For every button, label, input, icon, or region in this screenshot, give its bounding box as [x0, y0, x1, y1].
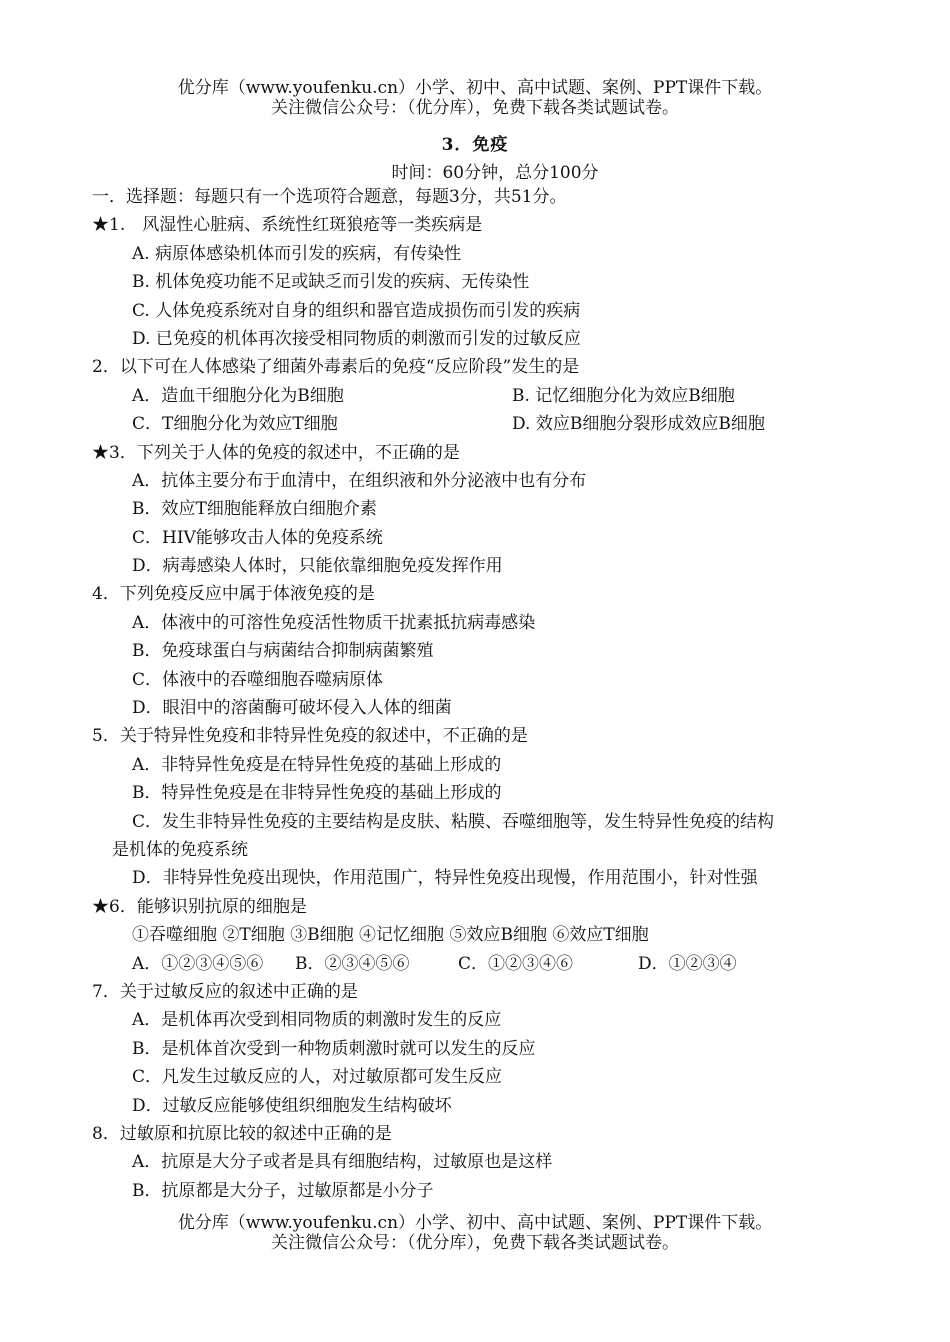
- question-4-option-a: A．体液中的可溶性免疫活性物质干扰素抵抗病毒感染: [132, 612, 536, 633]
- footer-line-1: 优分库（www.youfenku.cn）小学、初中、高中试题、案例、PPT课件下载。: [177, 1213, 773, 1233]
- question-6-option-d: D．①②③④: [638, 953, 737, 974]
- question-7-option-c: C．凡发生过敏反应的人，对过敏原都可发生反应: [132, 1067, 503, 1088]
- question-5-stem: 5．关于特异性免疫和非特异性免疫的叙述中，不正确的是: [92, 726, 528, 747]
- question-5-option-b: B．特异性免疫是在非特异性免疫的基础上形成的: [132, 783, 502, 804]
- exam-title: 3．免疫: [441, 135, 509, 155]
- question-8-stem: 8．过敏原和抗原比较的叙述中正确的是: [92, 1123, 392, 1144]
- question-6-option-a: A．①②③④⑤⑥: [132, 953, 264, 974]
- question-6-option-c: C．①②③④⑥: [458, 953, 574, 974]
- footer-line-2: 关注微信公众号：（优分库），免费下载各类试题试卷。: [271, 1233, 679, 1253]
- question-2-stem: 2．以下可在人体感染了细菌外毒素后的免疫“反应阶段”发生的是: [92, 357, 580, 378]
- question-7-option-b: B．是机体首次受到一种物质刺激时就可以发生的反应: [132, 1038, 536, 1059]
- question-1-stem: ★1. 风湿性心脏病、系统性红斑狼疮等一类疾病是: [92, 215, 483, 236]
- question-5-option-d: D．非特异性免疫出现快，作用范围广，特异性免疫出现慢，作用范围小，针对性强: [132, 868, 758, 889]
- question-4-option-d: D．眼泪中的溶菌酶可破坏侵入人体的细菌: [132, 698, 452, 719]
- question-8-option-b: B．抗原都是大分子，过敏原都是小分子: [132, 1180, 434, 1201]
- question-4-option-c: C．体液中的吞噬细胞吞噬病原体: [132, 669, 384, 690]
- question-2-option-b: B. 记忆细胞分化为效应B细胞: [512, 385, 735, 406]
- question-3-option-a: A．抗体主要分布于血清中，在组织液和外分泌液中也有分布: [132, 470, 587, 491]
- question-7-option-d: D．过敏反应能够使组织细胞发生结构破坏: [132, 1095, 452, 1116]
- question-7-stem: 7．关于过敏反应的叙述中正确的是: [92, 981, 358, 1002]
- question-1-option-a: A. 病原体感染机体而引发的疾病，有传染性: [132, 243, 462, 264]
- question-2-option-c: C．T细胞分化为效应T细胞: [132, 414, 338, 435]
- question-5-option-a: A．非特异性免疫是在特异性免疫的基础上形成的: [132, 754, 502, 775]
- question-3-stem: ★3．下列关于人体的免疫的叙述中，不正确的是: [92, 442, 460, 463]
- question-3-option-c: C．HIV能够攻击人体的免疫系统: [132, 527, 383, 548]
- question-6-stem: ★6．能够识别抗原的细胞是: [92, 896, 307, 917]
- header-line-1: 优分库（www.youfenku.cn）小学、初中、高中试题、案例、PPT课件下载。: [177, 78, 773, 98]
- section-heading: 一．选择题：每题只有一个选项符合题意，每题3分，共51分。: [92, 187, 567, 207]
- question-1-option-d: D. 已免疫的机体再次接受相同物质的刺激而引发的过敏反应: [132, 328, 581, 349]
- question-2-options-row-1: [92, 382, 872, 410]
- question-6-items: ①吞噬细胞 ②T细胞 ③B细胞 ④记忆细胞 ⑤效应B细胞 ⑥效应T细胞: [132, 925, 649, 946]
- exam-body: [92, 183, 872, 1205]
- question-2-option-a: A．造血干细胞分化为B细胞: [132, 385, 344, 406]
- question-5-option-c-line-2: 是机体的免疫系统: [112, 839, 248, 860]
- question-6-option-b: B．②③④⑤⑥: [295, 953, 410, 974]
- question-4-stem: 4．下列免疫反应中属于体液免疫的是: [92, 584, 375, 605]
- exam-time-info: 时间：60分钟，总分100分: [391, 163, 599, 183]
- question-3-option-d: D．病毒感染人体时，只能依靠细胞免疫发挥作用: [132, 556, 503, 577]
- question-1-option-b: B. 机体免疫功能不足或缺乏而引发的疾病、无传染性: [132, 272, 530, 293]
- question-5-option-c-line-1: C．发生非特异性免疫的主要结构是皮肤、粘膜、吞噬细胞等，发生特异性免疫的结构: [132, 811, 775, 832]
- question-3-option-b: B．效应T细胞能释放白细胞介素: [132, 499, 377, 520]
- question-4-option-b: B．免疫球蛋白与病菌结合抑制病菌繁殖: [132, 641, 434, 662]
- question-6-options-row: [92, 950, 872, 978]
- question-8-option-a: A．抗原是大分子或者是具有细胞结构，过敏原也是这样: [132, 1152, 553, 1173]
- question-2-option-d: D. 效应B细胞分裂形成效应B细胞: [512, 414, 765, 435]
- question-1-option-c: C. 人体免疫系统对自身的组织和器官造成损伤而引发的疾病: [132, 300, 581, 321]
- question-2-options-row-2: [92, 410, 872, 438]
- question-7-option-a: A．是机体再次受到相同物质的刺激时发生的反应: [132, 1010, 502, 1031]
- header-line-2: 关注微信公众号：（优分库），免费下载各类试题试卷。: [271, 98, 679, 118]
